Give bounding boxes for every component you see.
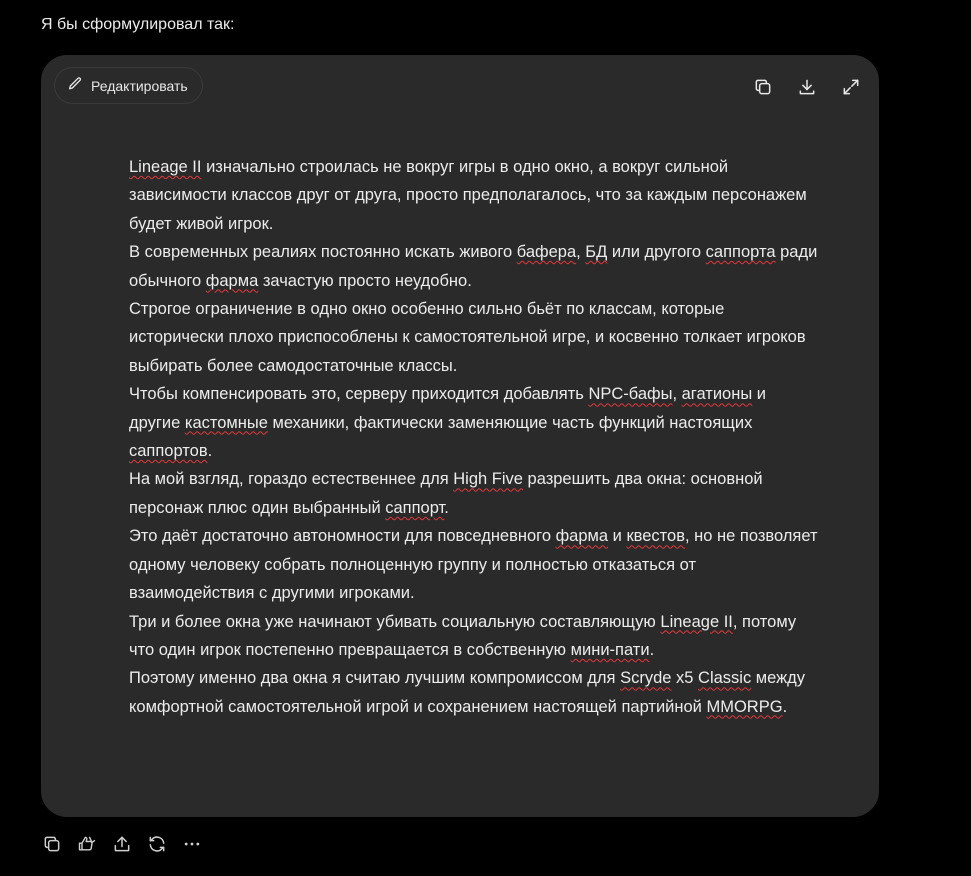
misspelled-word: Classic	[698, 669, 752, 688]
text-run: ради обычного	[129, 243, 818, 290]
assistant-intro-text: Я бы сформулировал так:	[41, 16, 235, 33]
misspelled-word: мини-пати	[570, 640, 650, 659]
text-run: Поэтому именно два окна я считаю лучшим компромиссом для	[129, 669, 621, 688]
text-run: , но не позволяет одному человеку собрать полноценную группу и полностью отказаться от взаимодействия с другими игроками.	[129, 527, 818, 603]
misspelled-word: квестов	[626, 527, 685, 546]
misspelled-word: БД	[585, 243, 608, 262]
misspelled-word: фарма	[555, 527, 609, 546]
text-run: Чтобы компенсировать это, серверу приходится добавлять	[129, 385, 589, 404]
text-run: Это даёт достаточно автономности для повседневного	[129, 527, 556, 546]
text-run: Три и более окна уже начинают убивать социальную составляющую	[129, 612, 661, 631]
text-run: Строгое ограничение в одно окно особенно сильно бьёт по классам, которые исторически плохо приспособлены к самостоятельной игре, и косвенно толкает игроков выбирать более самодостаточные классы.	[129, 300, 806, 375]
copy-message-icon[interactable]	[41, 831, 62, 857]
text-run: .	[782, 697, 788, 716]
misspelled-word: MMORPG	[706, 697, 783, 716]
misspelled-word: High Five	[453, 470, 523, 489]
share-icon[interactable]	[111, 831, 132, 857]
misspelled-word: агатионы	[681, 385, 753, 404]
document-paragraph	[129, 295, 819, 380]
document-paragraph	[129, 664, 819, 721]
text-run: зачастую просто неудобно.	[258, 271, 472, 290]
document-paragraph	[129, 238, 819, 295]
document-paragraph	[129, 465, 819, 522]
misspelled-word: кастомные	[184, 413, 268, 432]
text-run: x5	[671, 669, 699, 688]
misspelled-word: Lineage II	[660, 612, 733, 631]
message-actions	[41, 831, 202, 857]
text-run: механики, фактически заменяющие часть функций настоящих	[267, 413, 753, 432]
text-run: разрешить два окна: основной персонаж плюс один выбранный	[129, 470, 763, 517]
misspelled-word: саппорт	[385, 498, 445, 517]
text-run: и	[608, 527, 627, 546]
canvas-toolbar	[749, 73, 865, 101]
edit-button-label: Редактировать	[91, 77, 188, 94]
text-run: В современных реалиях постоянно искать живого	[129, 243, 517, 262]
text-run: ,	[672, 385, 682, 404]
expand-icon[interactable]	[837, 73, 865, 101]
text-run: изначально строилась не вокруг игры в одно окно, а вокруг сильной зависимости классов друг от друга, просто предполагалось, что за каждым персонажем будет живой игрок.	[129, 158, 807, 233]
document-paragraph	[129, 608, 819, 665]
document-paragraph	[129, 380, 819, 465]
copy-icon[interactable]	[749, 73, 777, 101]
text-run: или другого	[607, 243, 706, 262]
document-paragraph	[129, 153, 819, 238]
edit-button[interactable]	[54, 67, 203, 104]
text-run: ,	[576, 243, 586, 262]
document-paragraph	[129, 522, 819, 607]
text-run: .	[207, 442, 213, 461]
text-run: На мой взгляд, гораздо естественнее для	[129, 470, 454, 489]
misspelled-word: бафера	[516, 243, 577, 262]
more-icon[interactable]	[181, 831, 202, 857]
misspelled-word: саппорта	[705, 243, 776, 262]
feedback-icon[interactable]	[76, 831, 97, 857]
text-run: .	[649, 640, 655, 659]
text-run: между комфортной самостоятельной игрой и сохранением настоящей партийной	[129, 669, 806, 716]
text-run: , потому что один игрок постепенно превращается в собственную	[129, 612, 797, 659]
misspelled-word: Scryde	[620, 669, 672, 688]
text-run: .	[444, 498, 449, 517]
regenerate-icon[interactable]	[146, 831, 167, 857]
misspelled-word: саппортов	[129, 442, 208, 461]
text-run: и другие	[129, 385, 767, 432]
misspelled-word: Lineage II	[129, 158, 202, 176]
canvas-document[interactable]	[129, 153, 819, 721]
download-icon[interactable]	[793, 73, 821, 101]
misspelled-word: NPC-бафы	[588, 385, 673, 404]
misspelled-word: фарма	[205, 271, 259, 290]
pencil-icon	[67, 76, 83, 95]
canvas-card	[41, 55, 879, 817]
